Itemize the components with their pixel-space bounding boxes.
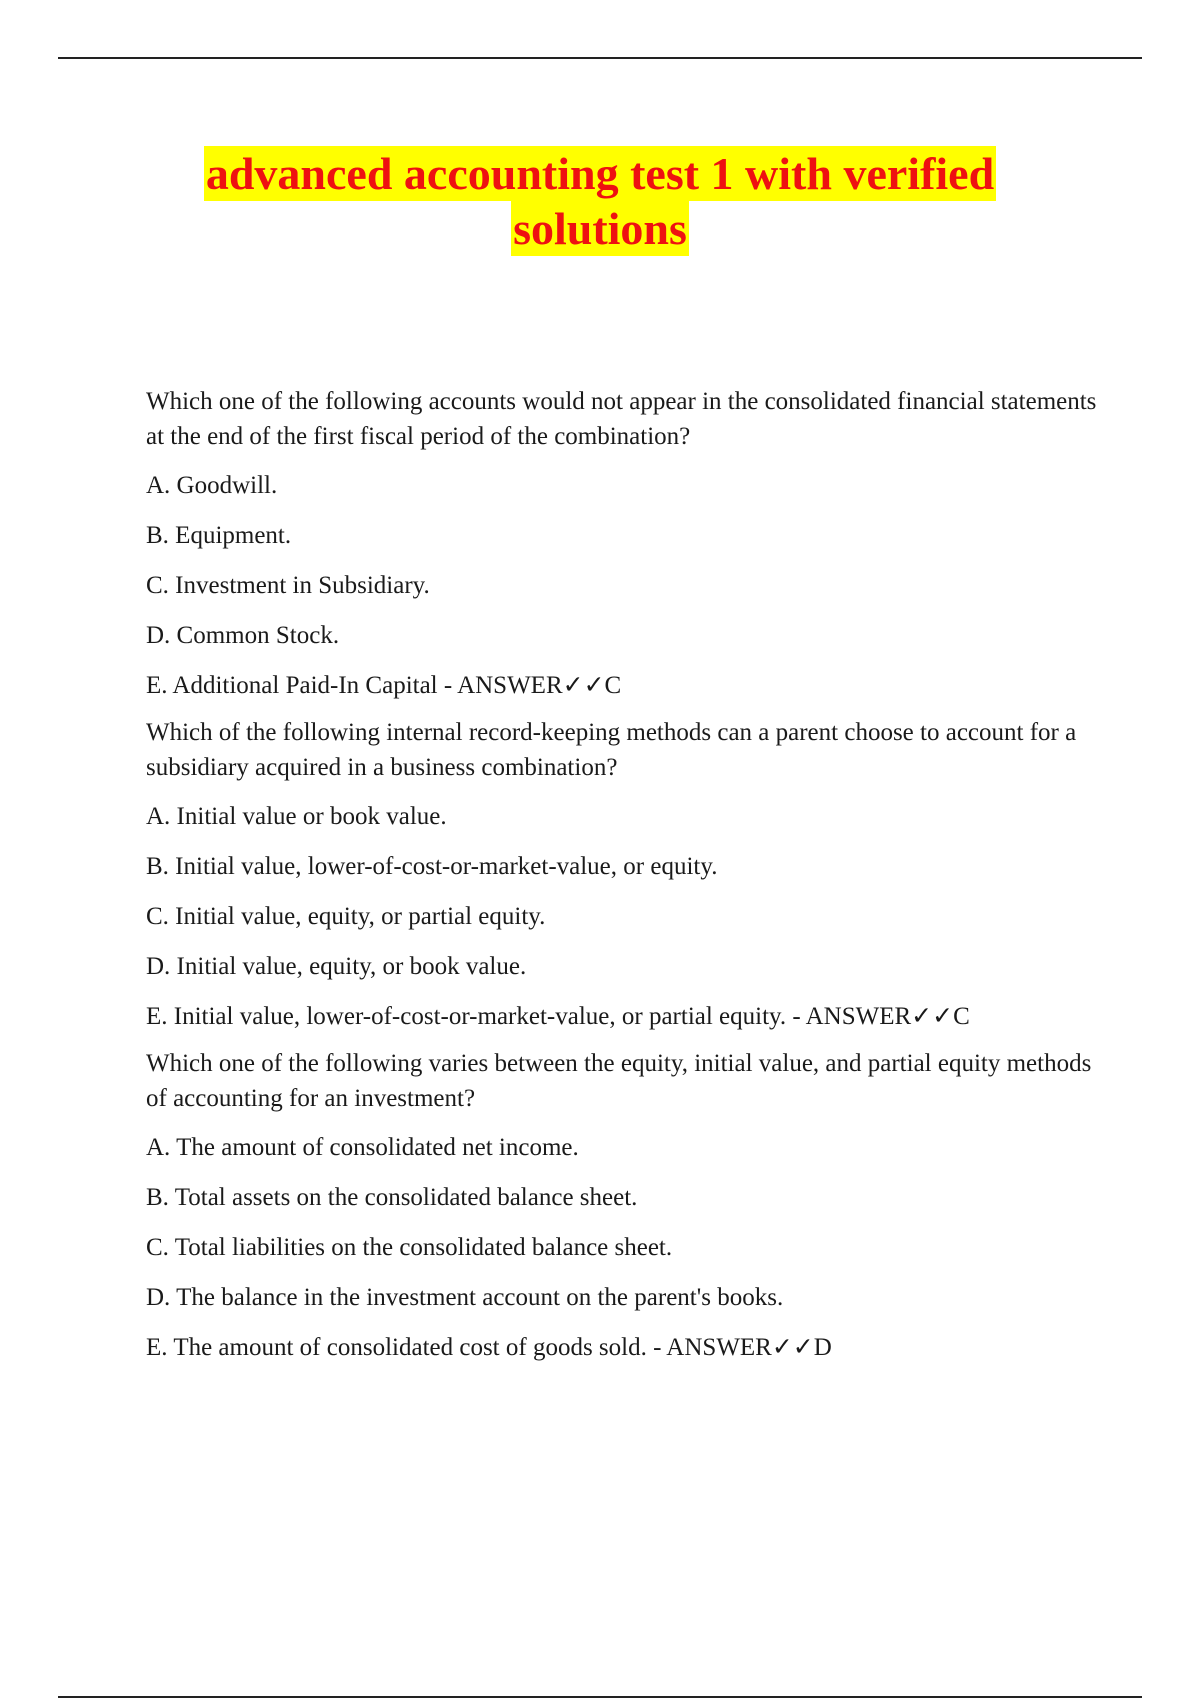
- option-e-answer: E. The amount of consolidated cost of goods sold. - ANSWER✓✓D: [146, 1334, 832, 1361]
- option-e-answer: E. Initial value, lower-of-cost-or-market-value, or partial equity. - ANSWER✓✓C: [146, 1003, 970, 1030]
- option-b: B. Total assets on the consolidated balance sheet.: [146, 1184, 638, 1211]
- option-c: C. Investment in Subsidiary.: [146, 572, 430, 599]
- option-a: A. Initial value or book value.: [146, 803, 447, 830]
- title-line-1: advanced accounting test 1 with verified: [205, 148, 995, 199]
- title-line-2: solutions: [513, 203, 687, 254]
- page-title: [100, 146, 1100, 256]
- option-d: D. Common Stock.: [146, 622, 340, 649]
- option-c: C. Total liabilities on the consolidated balance sheet.: [146, 1234, 673, 1261]
- option-a: A. Goodwill.: [146, 472, 278, 499]
- option-d: D. Initial value, equity, or book value.: [146, 953, 527, 980]
- option-a: A. The amount of consolidated net income.: [146, 1134, 579, 1161]
- question-prompt: Which of the following internal record-keeping methods can a parent choose to account for a subsidiary acquired in a business combination?: [146, 719, 1077, 781]
- question-block-1: [146, 384, 1106, 703]
- option-c: C. Initial value, equity, or partial equity.: [146, 903, 546, 930]
- question-prompt: Which one of the following accounts would not appear in the consolidated financial statements at the end of the first fiscal period of the combination?: [146, 388, 1097, 450]
- question-prompt: Which one of the following varies between the equity, initial value, and partial equity methods of accounting for an investment?: [146, 1050, 1092, 1112]
- option-e-answer: E. Additional Paid-In Capital - ANSWER✓✓C: [146, 672, 622, 699]
- question-block-2: [146, 715, 1106, 1034]
- option-b: B. Equipment.: [146, 522, 292, 549]
- option-b: B. Initial value, lower-of-cost-or-market-value, or equity.: [146, 853, 718, 880]
- question-block-3: [146, 1046, 1106, 1365]
- option-d: D. The balance in the investment account on the parent's books.: [146, 1284, 784, 1311]
- top-rule: [58, 57, 1142, 59]
- question-list: [146, 384, 1106, 1377]
- bottom-rule: [58, 1696, 1142, 1698]
